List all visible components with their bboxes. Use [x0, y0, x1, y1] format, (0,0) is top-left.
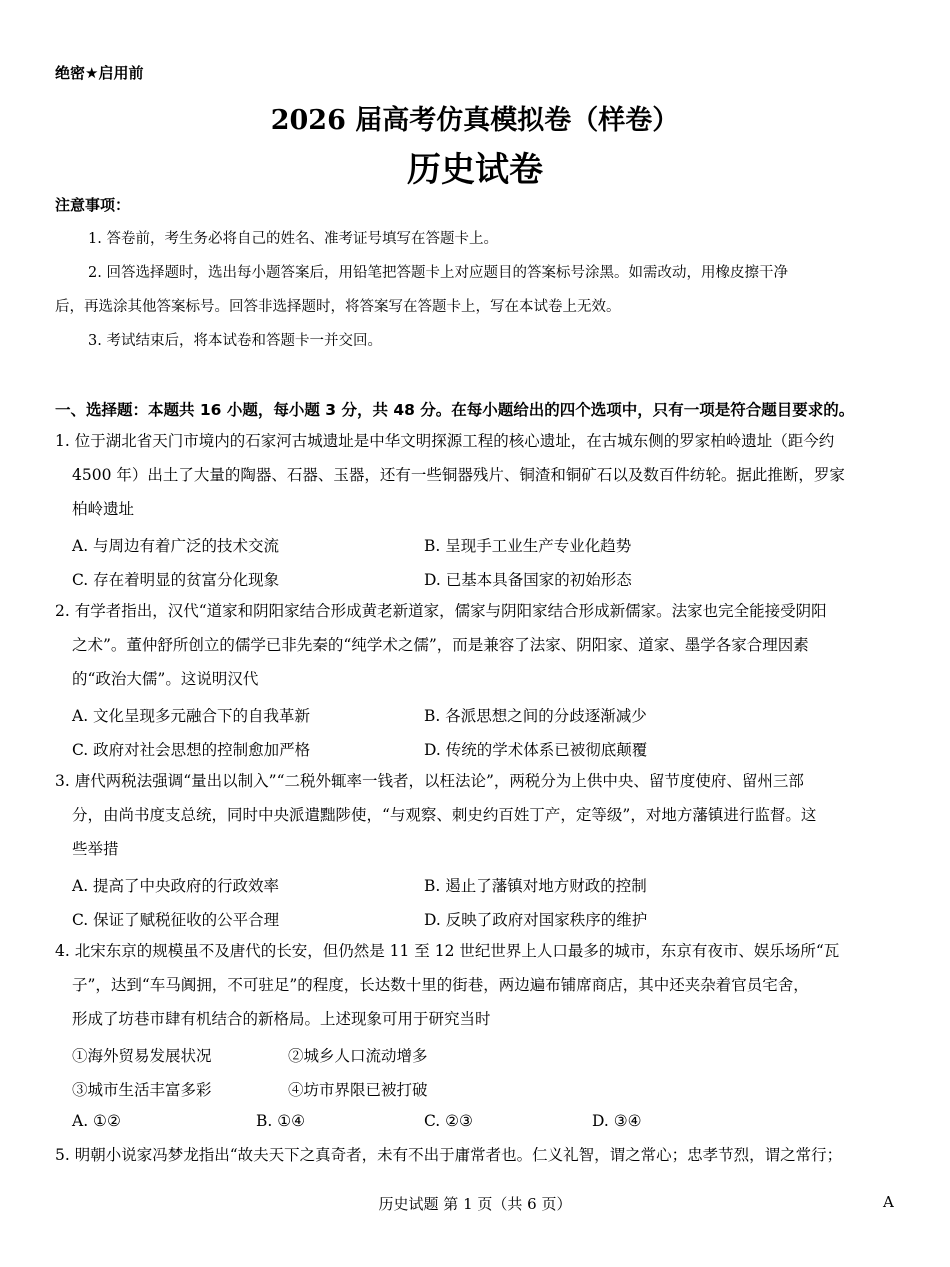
option-b: B. ①④ [256, 1112, 306, 1130]
option-a: A. 与周边有着广泛的技术交流 [72, 537, 280, 555]
question-line: 4. 北宋东京的规模虽不及唐代的长安，但仍然是 11 至 12 世纪世界上人口最多的城市，东京有夜市、娱乐场所“瓦 [55, 942, 840, 960]
question-line: 之术”。董仲舒所创立的儒学已非先秦的“纯学术之儒”，而是兼容了法家、阴阳家、道家、墨学各家合理因素 [72, 636, 809, 654]
question-line: 4500 年）出土了大量的陶器、石器、玉器，还有一些铜器残片、铜渣和铜矿石以及数百件纺轮。据此推断，罗家 [72, 466, 845, 484]
subject-title: 历史试卷 [407, 150, 543, 190]
notice-line: 后，再选涂其他答案标号。回答非选择题时，将答案写在答题卡上，写在本试卷上无效。 [55, 299, 621, 315]
option-b: B. 呈现手工业生产专业化趋势 [424, 537, 632, 555]
statement-item: ②城乡人口流动增多 [288, 1047, 428, 1065]
exam-title: 2026 届高考仿真模拟卷（样卷） [270, 105, 680, 136]
option-a: A. 提高了中央政府的行政效率 [72, 877, 280, 895]
section-heading: 一、选择题：本题共 16 小题，每小题 3 分，共 48 分。在每小题给出的四个选项中，只有一项是符合题目要求的。 [55, 401, 855, 419]
notice-line: 2. 回答选择题时，选出每小题答案后，用铅笔把答题卡上对应题目的答案标号涂黑。如需改动，用橡皮擦干净 [88, 265, 788, 281]
question-line: 柏岭遗址 [72, 500, 135, 518]
notice-line: 3. 考试结束后，将本试卷和答题卡一并交回。 [88, 333, 382, 349]
notice-heading: 注意事项： [55, 196, 131, 214]
statement-item: ①海外贸易发展状况 [72, 1047, 212, 1065]
version-label: A [883, 1193, 894, 1211]
question-line: 2. 有学者指出，汉代“道家和阴阳家结合形成黄老新道家，儒家与阴阳家结合形成新儒家。法家也完全能接受阴阳 [55, 602, 827, 620]
option-d: D. 反映了政府对国家秩序的维护 [424, 911, 648, 929]
option-b: B. 各派思想之间的分歧逐渐减少 [424, 707, 647, 725]
page-footer: 历史试题 第 1 页（共 6 页） [378, 1195, 572, 1213]
option-d: D. ③④ [592, 1112, 642, 1130]
option-c: C. 存在着明显的贫富分化现象 [72, 571, 280, 589]
question-line: 5. 明朝小说家冯梦龙指出“故夫天下之真奇者，未有不出于庸常者也。仁义礼智，谓之常心；忠孝节烈，谓之常行； [55, 1146, 843, 1164]
option-c: C. 保证了赋税征收的公平合理 [72, 911, 280, 929]
question-line: 1. 位于湖北省天门市境内的石家河古城遗址是中华文明探源工程的核心遗址，在古城东侧的罗家柏岭遗址（距今约 [55, 432, 835, 450]
question-line: 3. 唐代两税法强调“量出以制入”“二税外辄率一钱者，以枉法论”，两税分为上供中央、留节度使府、留州三部 [55, 772, 804, 790]
question-line: 形成了坊巷市肆有机结合的新格局。上述现象可用于研究当时 [72, 1010, 491, 1028]
option-c: C. ②③ [424, 1112, 473, 1130]
notice-line: 1. 答卷前，考生务必将自己的姓名、准考证号填写在答题卡上。 [88, 231, 498, 247]
option-d: D. 传统的学术体系已被彻底颠覆 [424, 741, 648, 759]
option-a: A. 文化呈现多元融合下的自我革新 [72, 707, 311, 725]
question-line: 分，由尚书度支总统，同时中央派遣黜陟使，“与观察、刺史约百姓丁产，定等级”，对地方藩镇进行监督。这 [72, 806, 817, 824]
question-line: 的“政治大儒”。这说明汉代 [72, 670, 259, 688]
question-line: 子”，达到“车马阗拥，不可驻足”的程度，长达数十里的街巷，两边遍布铺席商店，其中还夹杂着官员宅舍， [72, 976, 809, 994]
option-d: D. 已基本具备国家的初始形态 [424, 571, 632, 589]
option-a: A. ①② [72, 1112, 121, 1130]
statement-item: ③城市生活丰富多彩 [72, 1081, 212, 1099]
question-line: 些举措 [72, 840, 119, 858]
option-c: C. 政府对社会思想的控制愈加严格 [72, 741, 311, 759]
secret-label: 绝密★启用前 [55, 64, 144, 82]
statement-item: ④坊市界限已被打破 [288, 1081, 428, 1099]
option-b: B. 遏止了藩镇对地方财政的控制 [424, 877, 647, 895]
